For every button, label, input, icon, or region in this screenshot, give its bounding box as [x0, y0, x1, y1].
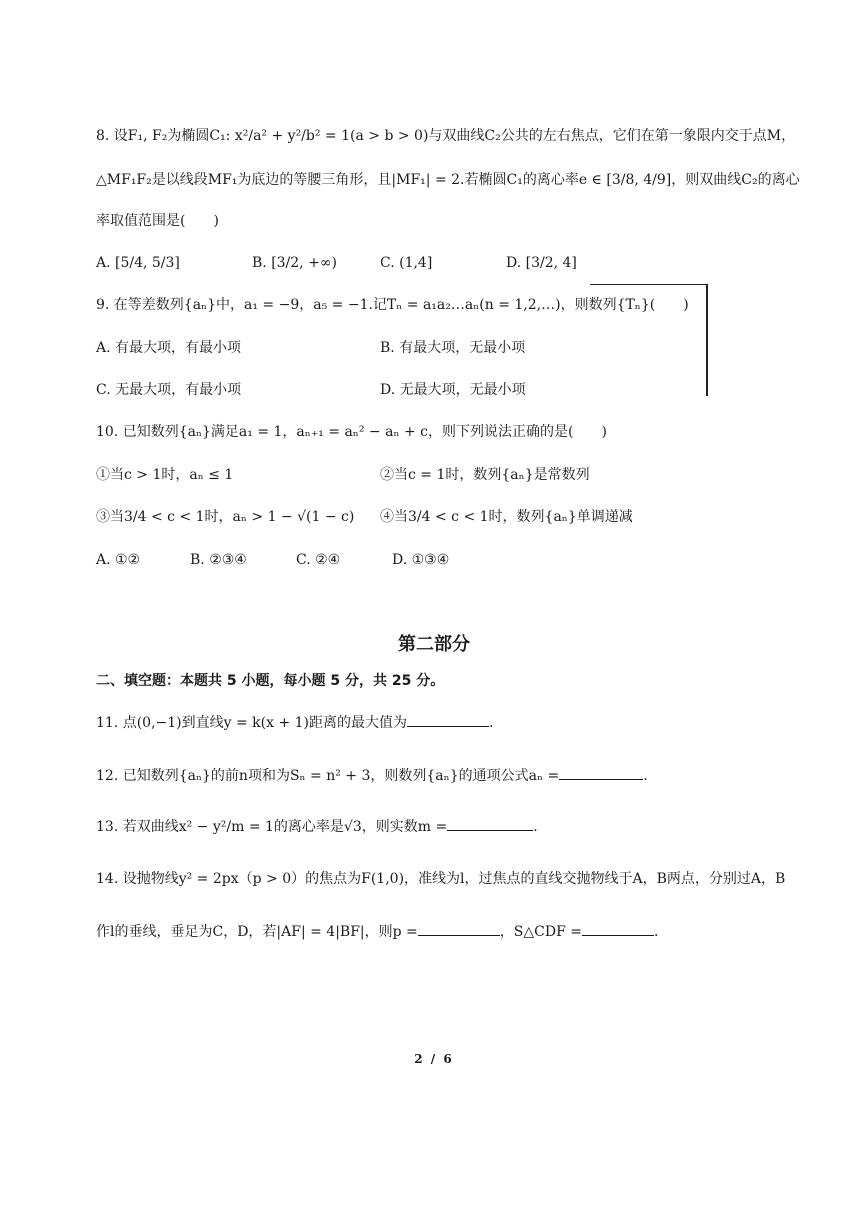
q11-text: 11. 点(0,−1)到直线y = k(x + 1)距离的最大值为 — [96, 715, 408, 731]
q8-option-d: D. [3/2, 4] — [506, 255, 577, 271]
q10-statement-1: ①当c > 1时，aₙ ≤ 1 — [96, 467, 234, 483]
q13-text: 13. 若双曲线x² − y²/m = 1的离心率是√3，则实数m = — [96, 819, 448, 835]
q12-text: 12. 已知数列{aₙ}的前n项和为Sₙ = n² + 3，则数列{aₙ}的通项公式aₙ = — [96, 768, 560, 784]
q10-statement-3: ③当3/4 < c < 1时，aₙ > 1 − √(1 − c) — [96, 509, 355, 525]
q10-statement-4: ④当3/4 < c < 1时，数列{aₙ}单调递减 — [380, 509, 633, 525]
q10-option-b: B. ②③④ — [190, 552, 247, 568]
page-number: 2 / 6 — [414, 1052, 454, 1066]
section-heading: 二、填空题：本题共 5 小题，每小题 5 分，共 25 分。 — [96, 673, 445, 689]
q8-option-b: B. [3/2, +∞) — [252, 255, 337, 271]
q9-option-b: B. 有最大项，无最小项 — [380, 340, 526, 356]
part-title: 第二部分 — [398, 634, 470, 655]
q10-statement-2: ②当c = 1时，数列{aₙ}是常数列 — [380, 467, 590, 483]
q9-option-d: D. 无最大项，无最小项 — [380, 382, 526, 398]
q8-line-2: △MF₁F₂是以线段MF₁为底边的等腰三角形，且|MF₁| = 2.若椭圆C₁的离心率e ∈ [3/8, 4/9]，则双曲线C₂的离心 — [96, 172, 800, 188]
q14-text-b: S△CDF = — [513, 924, 582, 940]
q14-p-answer-blank[interactable] — [418, 921, 500, 936]
q9-option-c: C. 无最大项，有最小项 — [96, 382, 242, 398]
q8-line-1: 8. 设F₁, F₂为椭圆C₁: x²/a² + y²/b² = 1(a > b > 0)与双曲线C₂公共的左右焦点，它们在第一象限内交于点M， — [96, 128, 796, 144]
q8-option-c: C. (1,4] — [380, 255, 433, 271]
q9-option-a: A. 有最大项，有最小项 — [96, 340, 242, 356]
q10-option-c: C. ②④ — [296, 552, 341, 568]
q11: 11. 点(0,−1)到直线y = k(x + 1)距离的最大值为 . — [96, 712, 493, 733]
q14-text-a: 作l的垂线，垂足为C，D，若|AF| = 4|BF|，则p = — [96, 924, 418, 940]
q12-answer-blank[interactable] — [559, 765, 643, 780]
q9-stem: 9. 在等差数列{aₙ}中，a₁ = −9，a₅ = −1.记Tₙ = a₁a₂…aₙ(n = 1,2,…)，则数列{Tₙ}( ) — [96, 297, 689, 313]
q14-line-1: 14. 设抛物线y² = 2px（p > 0）的焦点为F(1,0)，准线为l，过焦点的直线交抛物线于A，B两点，分别过A，B — [96, 871, 786, 887]
q13: 13. 若双曲线x² − y²/m = 1的离心率是√3，则实数m = . — [96, 816, 538, 837]
q14-area-answer-blank[interactable] — [582, 921, 654, 936]
q8-option-a: A. [5/4, 5/3] — [96, 255, 180, 271]
q10-stem: 10. 已知数列{aₙ}满足a₁ = 1，aₙ₊₁ = aₙ² − aₙ + c，则下列说法正确的是( ) — [96, 424, 607, 440]
q10-option-a: A. ①② — [96, 552, 141, 568]
q8-line-3: 率取值范围是( ) — [96, 213, 219, 229]
q12: 12. 已知数列{aₙ}的前n项和为Sₙ = n² + 3，则数列{aₙ}的通项公式aₙ = . — [96, 765, 648, 786]
scan-artifact-line — [590, 284, 708, 285]
q10-option-d: D. ①③④ — [392, 552, 450, 568]
q14-line-2: 作l的垂线，垂足为C，D，若|AF| = 4|BF|，则p = ，S△CDF = . — [96, 921, 658, 942]
scan-artifact-line — [706, 284, 708, 396]
q11-answer-blank[interactable] — [407, 712, 489, 727]
q13-answer-blank[interactable] — [447, 816, 533, 831]
